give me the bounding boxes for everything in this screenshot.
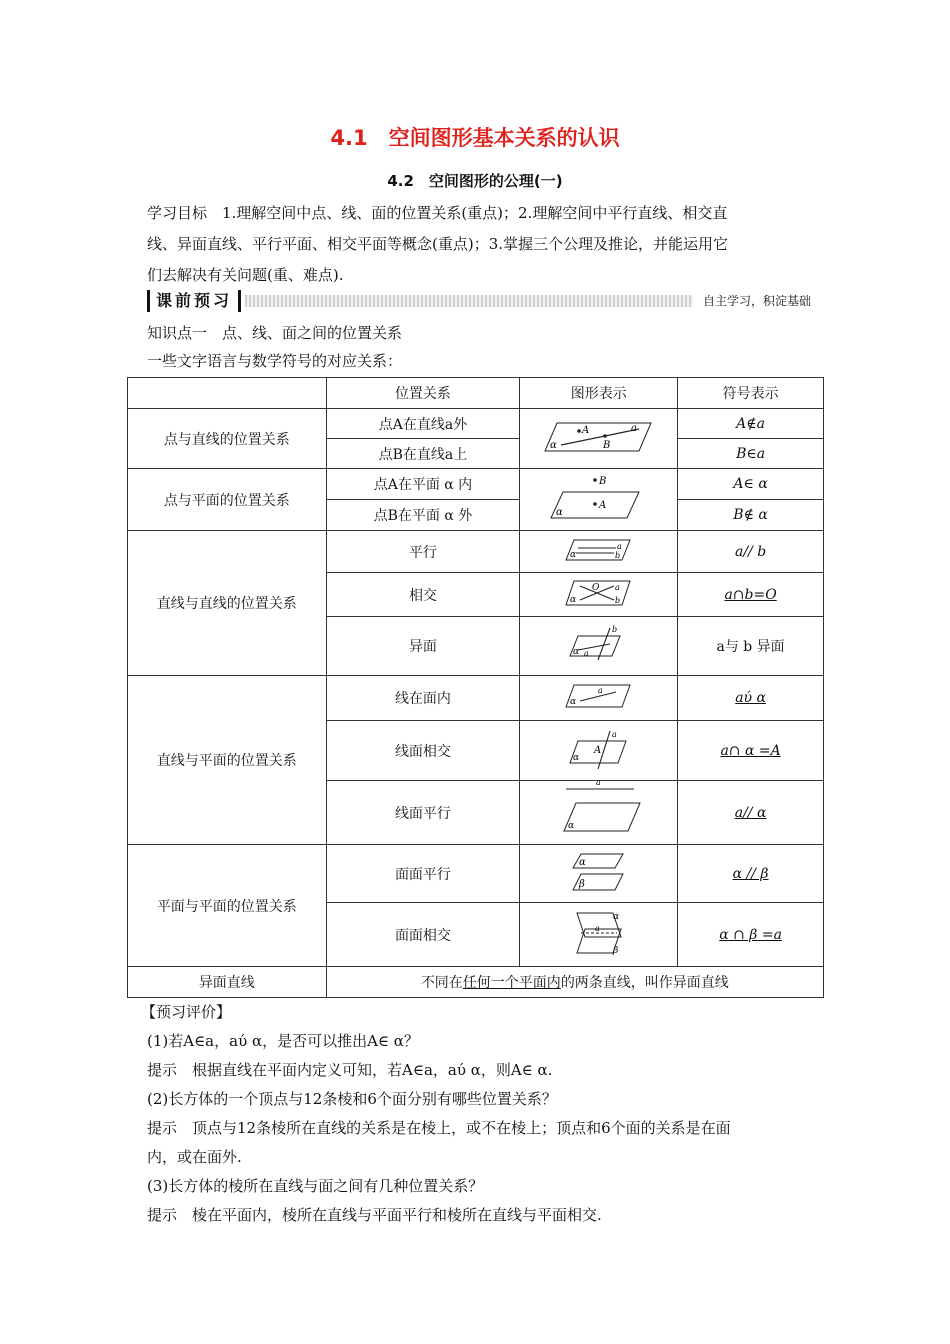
definition-text: 的两条直线，叫作异面直线 [560,975,729,991]
table-row [128,845,824,903]
svg-text:a: a [614,582,620,592]
symbol-cell: α // β [678,845,824,903]
relation-cell: 面面平行 [326,845,520,903]
figure-cell [520,409,678,469]
preview-answer: 提示 棱在平面内，棱所在直线与平面平行和棱所在直线与平面相交. [147,1206,602,1224]
figure-cell [520,469,678,531]
svg-text:a: a [594,923,600,933]
objectives-line: 学习目标 1.理解空间中点、线、面的位置关系(重点)；2.理解空间中平行直线、相交直 [147,204,728,222]
symbol-cell: a∩ α =A [678,721,824,781]
svg-text:α: α [569,594,576,605]
figure-cell [520,573,678,617]
svg-text:a: a [595,777,601,787]
figure-cell [520,845,678,903]
relation-cell: 相交 [326,573,520,617]
group-name: 平面与平面的位置关系 [128,845,327,967]
group-name: 点与平面的位置关系 [128,469,327,531]
relation-cell: 线面相交 [326,721,520,781]
svg-text:β: β [578,878,585,890]
relation-cell: 点B在直线a上 [326,439,520,469]
svg-text:b: b [611,625,617,634]
banner-label: 课前预习 [147,290,241,312]
page-title: 4.1 空间图形基本关系的认识 [330,126,620,150]
svg-text:a: a [611,729,617,739]
svg-text:a: a [616,541,622,551]
svg-text:α: α [612,911,619,922]
page-subtitle: 4.2 空间图形的公理(一) [387,172,563,190]
svg-text:α: α [567,820,574,831]
svg-text:a: a [597,686,603,695]
symbol-cell: a∩b=O [678,573,824,617]
svg-text:A: A [598,499,606,511]
group-name: 直线与平面的位置关系 [128,676,327,845]
relation-cell: 点B在平面 α 外 [326,500,520,531]
preview-question: (1)若A∈a，aύ α，是否可以推出A∈ α？ [147,1032,419,1050]
definition-emphasis: 任何一个平面内 [462,975,561,991]
line-intersect-plane-diagram [564,727,634,771]
group-name: 直线与直线的位置关系 [128,531,327,676]
skew-lines-diagram [564,624,634,664]
preview-answer: 内，或在面外. [147,1148,242,1166]
symbol-cell: α ∩ β =a [678,903,824,967]
line-in-plane-diagram [564,682,634,710]
figure-cell [520,531,678,573]
svg-text:α: α [572,647,579,657]
preview-section [141,998,812,1230]
relation-cell: 线面平行 [326,781,520,845]
group-name: 点与直线的位置关系 [128,409,327,469]
table-row [128,676,824,721]
symbol-cell: A∈ α [678,469,824,500]
header-cell: 图形表示 [520,378,678,409]
svg-text:a: a [630,422,637,434]
relation-cell: 面面相交 [326,903,520,967]
figure-cell [520,721,678,781]
group-name: 异面直线 [128,967,327,998]
symbol-cell: B∈a [678,439,824,469]
symbol-cell: A∉a [678,409,824,439]
symbol-cell: B∉ α [678,500,824,531]
learning-objectives [147,198,812,291]
definition-cell [326,967,823,998]
section-banner [147,290,815,312]
objectives-line: 们去解决有关问题(重、难点). [147,266,344,284]
relation-cell: 线在面内 [326,676,520,721]
parallel-planes-diagram [569,850,629,894]
point-plane-diagram [539,470,659,526]
preview-answer: 提示 顶点与12条棱所在直线的关系是在棱上，或不在棱上；顶点和6个面的关系是在面 [147,1119,731,1137]
table-row [128,409,824,439]
definition-text: 不同在 [420,975,463,991]
figure-cell [520,777,678,845]
svg-text:b: b [614,550,620,560]
relation-cell: 异面 [326,617,520,676]
line-parallel-plane-diagram [554,777,644,837]
knowledge-heading: 知识点一 点、线、面之间的位置关系 [147,324,403,342]
table-row [128,967,824,998]
svg-text:A: A [593,744,601,756]
table-row [128,531,824,573]
objectives-line: 线、异面直线、平行平面、相交平面等概念(重点)；3.掌握三个公理及推论，并能运用它 [147,235,729,253]
svg-text:a: a [583,649,589,658]
parallel-lines-diagram [564,537,634,563]
svg-text:α: α [549,439,557,451]
symbol-cell: aύ α [678,676,824,721]
header-cell: 位置关系 [326,378,520,409]
relation-cell: 平行 [326,531,520,573]
svg-text:α: α [578,856,586,868]
svg-text:α: α [569,697,576,707]
intersecting-planes-diagram [569,907,629,959]
preview-question: (3)长方体的棱所在直线与面之间有几种位置关系？ [147,1177,484,1195]
preview-answer: 提示 根据直线在平面内定义可知，若A∈a，aύ α，则A∈ α. [147,1061,553,1079]
figure-cell [520,617,678,676]
svg-text:b: b [614,595,620,605]
header-cell [128,378,327,409]
svg-text:β: β [612,945,618,956]
svg-text:A: A [581,424,589,436]
svg-text:B: B [598,475,607,487]
svg-text:α: α [572,752,579,763]
symbol-cell: a与 b 异面 [678,617,824,676]
relations-table [127,377,824,998]
intersecting-lines-diagram [564,578,634,608]
header-cell: 符号表示 [678,378,824,409]
table-header-row [128,378,824,409]
banner-caption: 自主学习，积淀基础 [693,290,815,312]
symbol-cell: a// α [678,781,824,845]
symbol-cell: a// b [678,531,824,573]
figure-cell [520,676,678,721]
relation-cell: 点A在平面 α 内 [326,469,520,500]
relation-cell: 点A在直线a外 [326,409,520,439]
preview-question: (2)长方体的一个顶点与12条棱和6个面分别有哪些位置关系？ [147,1090,557,1108]
knowledge-intro: 一些文字语言与数学符号的对应关系： [147,352,403,370]
svg-text:B: B [602,439,611,451]
preview-heading: 【预习评价】 [141,1003,232,1021]
svg-text:α: α [569,549,576,560]
svg-text:α: α [555,506,563,518]
point-line-diagram [539,417,659,457]
table-row [128,469,824,500]
figure-cell [520,903,678,967]
svg-text:O: O [591,582,600,593]
